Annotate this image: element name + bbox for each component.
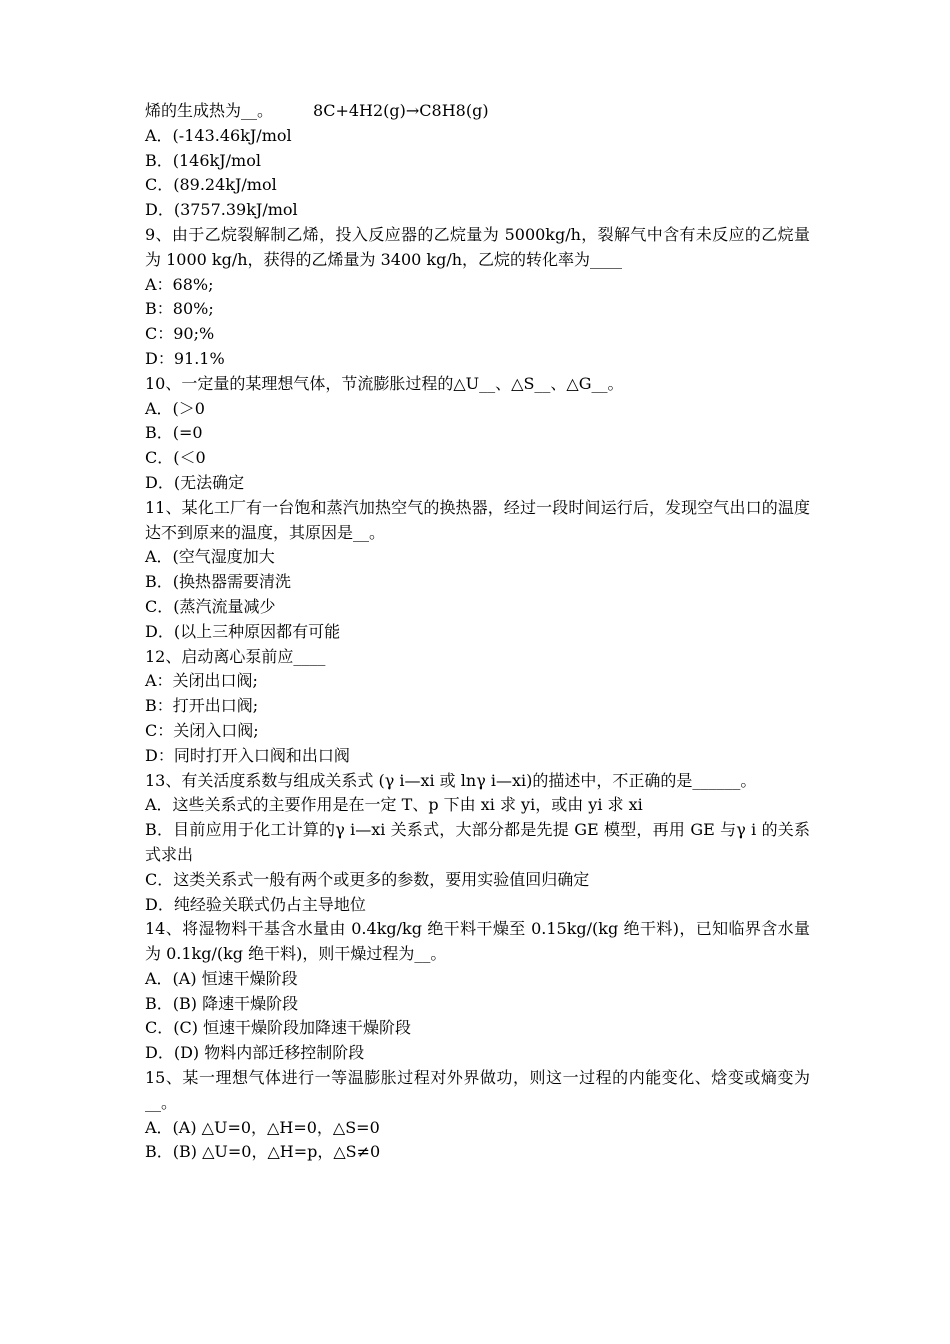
option-15a: A．(A) △U=0，△H=0，△S=0 <box>145 1117 380 1137</box>
option-8a: A．(-143.46kJ/mol <box>145 125 292 145</box>
option-14b: B．(B) 降速干燥阶段 <box>145 993 299 1013</box>
option-11a: A．(空气湿度加大 <box>145 547 275 567</box>
option-12c: C：关闭入口阀; <box>145 720 259 740</box>
option-14c: C．(C) 恒速干燥阶段加降速干燥阶段 <box>145 1018 412 1038</box>
option-11b: B．(换热器需要清洗 <box>145 572 292 592</box>
option-9a: A：68%; <box>145 274 214 294</box>
option-14a: A．(A) 恒速干燥阶段 <box>145 968 298 988</box>
option-12b: B：打开出口阀; <box>145 696 259 716</box>
question-15: 15、某一理想气体进行一等温膨胀过程对外界做功，则这一过程的内能变化、焓变或熵变为__。 <box>145 1068 810 1112</box>
option-9d: D：91.1% <box>145 348 225 368</box>
document-page <box>145 99 810 1165</box>
option-10a: A．(＞0 <box>145 398 205 418</box>
option-15b: B．(B) △U=0，△H=p，△S≠0 <box>145 1142 381 1162</box>
option-8d: D．(3757.39kJ/mol <box>145 200 298 220</box>
question-10: 10、一定量的某理想气体，节流膨胀过程的△U__、△S__、△G__。 <box>145 373 624 393</box>
option-13d: D．纯经验关联式仍占主导地位 <box>145 894 366 914</box>
option-8b: B．(146kJ/mol <box>145 150 261 170</box>
option-9c: C：90;% <box>145 324 215 344</box>
option-14d: D．(D) 物料内部迁移控制阶段 <box>145 1043 365 1063</box>
option-10d: D．(无法确定 <box>145 472 245 492</box>
question-8-continuation: 烯的生成热为__。 8C+4H2(g)→C8H8(g) <box>145 101 489 120</box>
reaction-equation: 8C+4H2(g)→C8H8(g) <box>313 101 489 120</box>
question-12: 12、启动离心泵前应____ <box>145 646 326 666</box>
option-13b: B．目前应用于化工计算的γ i—xi 关系式，大部分都是先提 GE 模型，再用 GE 与γ i 的关系式求出 <box>145 820 810 864</box>
question-11: 11、某化工厂有一台饱和蒸汽加热空气的换热器，经过一段时间运行后，发现空气出口的温度达不到原来的温度，其原因是__。 <box>145 497 810 542</box>
option-13c: C．这类关系式一般有两个或更多的参数，要用实验值回归确定 <box>145 869 590 889</box>
option-10b: B．(=0 <box>145 423 203 443</box>
question-14: 14、将湿物料干基含水量由 0.4kg/kg 绝干料干燥至 0.15kg/(kg 绝干料)，已知临界含水量为 0.1kg/(kg 绝干料)，则干燥过程为__。 <box>145 919 810 964</box>
option-12a: A：关闭出口阀; <box>145 671 258 691</box>
question-9: 9、由于乙烷裂解制乙烯，投入反应器的乙烷量为 5000kg/h，裂解气中含有未反应的乙烷量为 1000 kg/h，获得的乙烯量为 3400 kg/h，乙烷的转化率为____ <box>145 224 810 269</box>
question-13: 13、有关活度系数与组成关系式 (γ i—xi 或 lnγ i—xi)的描述中，不正确的是______。 <box>145 770 757 790</box>
option-10c: C．(＜0 <box>145 448 206 468</box>
option-11d: D．(以上三种原因都有可能 <box>145 621 341 641</box>
option-12d: D：同时打开入口阀和出口阀 <box>145 745 350 765</box>
option-8c: C．(89.24kJ/mol <box>145 175 277 195</box>
option-13a: A．这些关系式的主要作用是在一定 T、p 下由 xi 求 yi，或由 yi 求 xi <box>145 795 643 815</box>
option-11c: C．(蒸汽流量减少 <box>145 596 276 616</box>
option-9b: B：80%; <box>145 299 214 319</box>
